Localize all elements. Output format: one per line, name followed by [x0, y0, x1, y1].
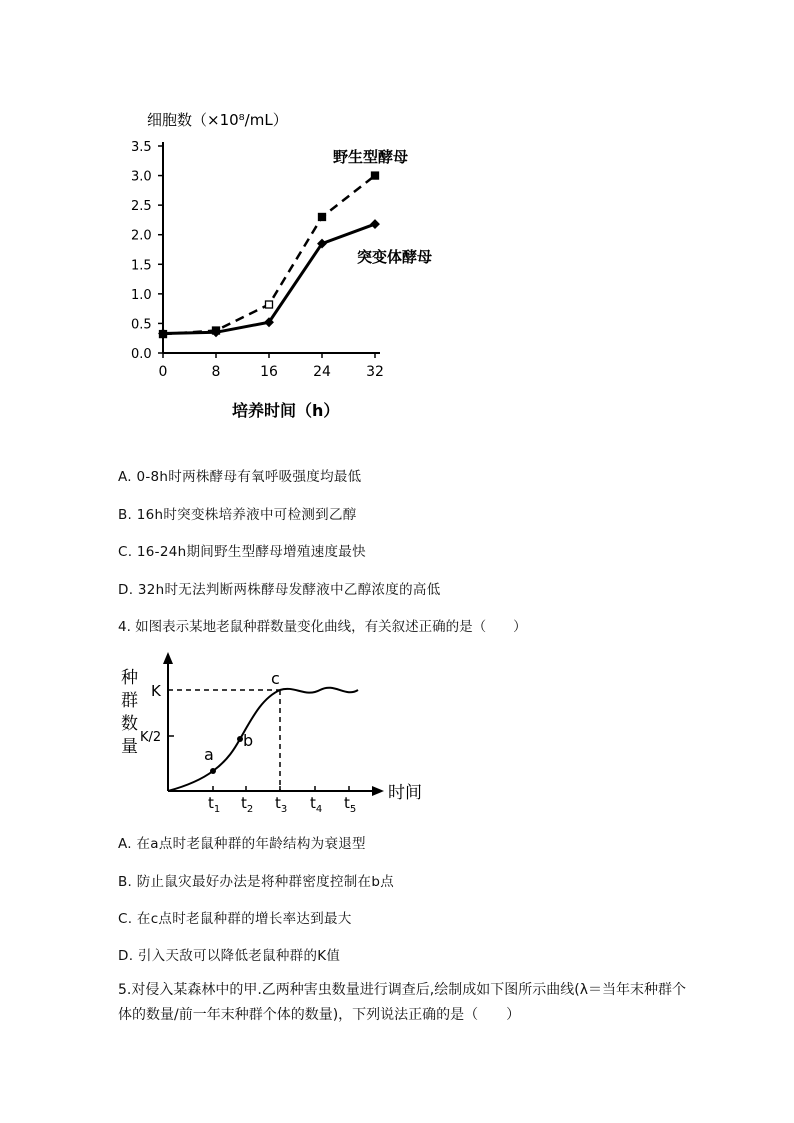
chart2-label-a: a: [204, 745, 214, 764]
chart1-ytick-label: 0.5: [131, 317, 152, 333]
population-curve-chart: [0, 640, 794, 830]
chart1-ytick-label: 2.5: [131, 199, 152, 215]
chart2-xtick-label: $t_3$: [275, 794, 288, 815]
chart1-wild-point: [372, 172, 379, 179]
chart1-ytick-label: 0.0: [131, 347, 152, 362]
chart1-wild-point: [266, 301, 273, 308]
chart2-ylabel-char: 群: [121, 691, 138, 711]
chart1-xtick-label: 24: [313, 364, 331, 380]
chart2-point-a: [210, 768, 216, 774]
chart2-ylabel-char: 数: [121, 714, 138, 734]
chart1-legend-wild: 野生型酵母: [333, 148, 409, 166]
q3-option-b: B. 16h时突变株培养液中可检测到乙醇: [118, 507, 357, 523]
chart2-x-arrow: [372, 786, 384, 796]
chart2-ytick-k: K: [151, 682, 161, 700]
chart1-series-mutant-line: [163, 224, 375, 333]
chart2-ylabel-char: 种: [121, 668, 138, 688]
chart2-xlabel: 时间: [388, 783, 422, 803]
chart2-population-curve: [168, 688, 358, 791]
chart2-xtick-label: $t_2$: [241, 794, 254, 815]
q4-option-d: D. 引入天敌可以降低老鼠种群的K值: [118, 948, 341, 964]
chart2-ytick-k2: K/2: [140, 730, 162, 745]
chart2-label-c: c: [271, 669, 280, 688]
q3-option-d: D. 32h时无法判断两株酵母发酵液中乙醇浓度的高低: [118, 582, 441, 598]
chart1-xlabel: 培养时间（h）: [232, 401, 340, 420]
chart1-mutant-point: [370, 219, 380, 229]
q3-option-a: A. 0-8h时两株酵母有氧呼吸强度均最低: [118, 469, 362, 485]
chart1-ytick-label: 2.0: [131, 228, 152, 244]
chart1-ytick-label: 1.5: [131, 258, 152, 274]
yeast-growth-chart: [0, 0, 794, 440]
q3-option-c: C. 16-24h期间野生型酵母增殖速度最快: [118, 544, 366, 560]
chart2-xtick-label: $t_5$: [344, 794, 357, 815]
chart1-ylabel: 细胞数（×10⁸/mL）: [147, 111, 288, 129]
chart1-series-wild-line: [163, 176, 375, 335]
chart2-xtick-label: $t_1$: [208, 794, 221, 815]
chart1-wild-point: [319, 213, 326, 220]
chart1-xtick-label: 16: [260, 364, 278, 380]
chart1-ytick-label: 3.0: [131, 169, 152, 185]
chart2-label-b: b: [243, 731, 254, 750]
chart2-ylabel-char: 量: [121, 737, 138, 757]
chart1-ytick-label: 3.5: [131, 140, 152, 155]
chart1-xtick-label: 8: [211, 364, 221, 380]
q5-stem: 5.对侵入某森林中的甲.乙两种害虫数量进行调查后,绘制成如下图所示曲线(λ＝当年末种群个体的数量/前一年末种群个体的数量)，下列说法正确的是（ ）: [118, 982, 687, 1023]
q4-stem: 4. 如图表示某地老鼠种群数量变化曲线，有关叙述正确的是（ ）: [118, 619, 527, 635]
q4-option-a: A. 在a点时老鼠种群的年龄结构为衰退型: [118, 836, 366, 852]
chart1-legend-mutant: 突变体酵母: [357, 248, 433, 266]
q4-option-c: C. 在c点时老鼠种群的增长率达到最大: [118, 911, 352, 927]
chart2-y-arrow: [163, 652, 173, 664]
chart2-xtick-label: $t_4$: [310, 794, 323, 815]
chart1-xtick-label: 32: [366, 364, 384, 380]
chart1-ytick-label: 1.0: [131, 287, 152, 303]
q4-option-b: B. 防止鼠灾最好办法是将种群密度控制在b点: [118, 874, 395, 890]
chart1-xtick-label: 0: [158, 364, 168, 380]
